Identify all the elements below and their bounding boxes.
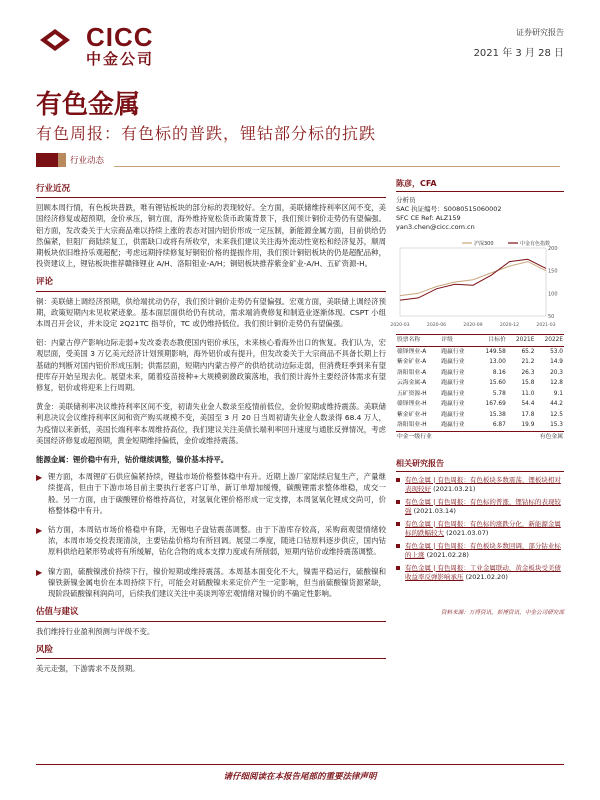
x-tick-label: 2021-03 xyxy=(536,323,556,328)
aluminum-paragraph: 铝：内蒙古停产影响边际走弱+发改委表态教使国内铝价承压，未来核心看海外出口的恢复。我们认为，宏观层面，受美国 3 万亿美元经济计划预期影响，海外铝价或有提升，但发改委关于大宗商品不具备长期上行基础的判断对国内铝价形成压制；供需层面，短期内内蒙古停产的供给扰动边际走弱，但消费旺季到来有望使库存开始呈现去化。展望未来，随着疫苗接种+大规模刺激政策落地，我们预计海外主要经济体需求有望修复，铝价或将迎来上行周期。 xyxy=(36,338,386,393)
table-row xyxy=(396,410,564,421)
section-heading-recent: 行业近况 xyxy=(36,184,386,198)
table-cell: 赣锋锂业-H xyxy=(397,401,427,407)
bullet-triangle-icon: ▶ xyxy=(36,567,43,577)
report-date: 2021 年 3 月 28 日 xyxy=(473,48,564,59)
table-cell: 54.4 xyxy=(521,401,535,407)
table-cell: 44.2 xyxy=(550,401,563,407)
legend-label: 中金有色指数 xyxy=(520,241,551,247)
col-header: 目标价 xyxy=(476,335,507,347)
y-tick-label: 50 xyxy=(548,314,555,320)
table-cell: 跑赢行业 xyxy=(441,401,465,407)
series-line-0 xyxy=(400,262,546,296)
footer-disclaimer: 请仔细阅读在本报告尾部的重要法律声明 xyxy=(223,772,377,782)
related-report-item[interactable] xyxy=(396,476,564,494)
table-cell: 11.0 xyxy=(521,390,535,397)
legend-label: 沪深300 xyxy=(474,241,494,247)
cicc-logo-icon xyxy=(36,27,74,53)
table-cell: 19.9 xyxy=(521,422,535,428)
x-tick-label: 2020-09 xyxy=(463,323,483,328)
related-report-date: (2021.02.28) xyxy=(426,551,469,559)
table-cell: 跑赢行业 xyxy=(441,380,465,386)
col-header: 2021E xyxy=(507,335,536,347)
analyst-sfc: SFC CE Ref: ALZ159 xyxy=(396,214,461,222)
table-cell: 12.8 xyxy=(550,380,563,386)
analyst-role: 分析员 xyxy=(396,196,416,204)
category-tag: 行业动态 xyxy=(70,156,105,166)
table-cell: 15.38 xyxy=(489,411,506,418)
lithium-bullet xyxy=(36,471,386,516)
y-tick-label: 150 xyxy=(548,268,558,275)
table-row xyxy=(396,399,564,410)
section-heading-risk: 风险 xyxy=(36,645,386,659)
related-report-date: (2021.03.07) xyxy=(446,529,489,537)
table-cell: 9.1 xyxy=(553,390,563,397)
table-cell: 8.16 xyxy=(492,369,506,376)
related-reports-list xyxy=(396,476,564,582)
related-report-link[interactable]: 有色金属 | 有色周报：有色板块多数震荡，锂板块相对表现较好 xyxy=(405,476,561,493)
table-cell: 167.69 xyxy=(485,401,506,407)
performance-chart xyxy=(390,238,564,330)
table-cell: 跑赢行业 xyxy=(441,390,465,397)
col-header: 评级 xyxy=(440,335,475,347)
cobalt-text: 钴方面，本周钴市场价格稳中有降，无锡电子盘钴震荡调整。由于下游库存较高，采购商观望情绪较浓，本周市场交投表现清淡，主要钴盐价格均有所回调。展望二季度，随进口钴原料逐步供应，国内钴原料供给趋紧形势或将有所缓解，钴化合物的成本支撑力度或有所削弱，短期内钴价或维持震荡调整。 xyxy=(48,525,386,557)
table-cell: 65.2 xyxy=(521,348,535,355)
table-cell: 五矿资源-H xyxy=(397,390,427,397)
table-cell: 21.2 xyxy=(521,359,535,365)
table-cell: 洛阳钼业-H xyxy=(397,422,427,428)
nickel-text: 镍方面，硫酸镍涨价持续下行，镍价短期或维持震荡。本周基本面变化不大，镍需平稳运行，硫酸镍和镍铁新镍金属电价在本周持续下行，可能会对硫酸镍未来定价产生一定影响，但当前硫酸镍货源紧缺，现阶段硫酸镍利润尚可，后续我们建议关注中美谈判等宏观情绪对镍价的不确定性影响。 xyxy=(48,566,386,599)
table-cell: 跑赢行业 xyxy=(441,422,465,428)
chart-svg xyxy=(390,238,564,330)
table-cell: 跑赢行业 xyxy=(441,348,465,355)
table-cell: 5.78 xyxy=(492,390,506,397)
document-type: 证券研究报告 xyxy=(516,28,564,37)
table-cell: 赣锋锂业-A xyxy=(397,348,427,355)
bullet-triangle-icon: ▶ xyxy=(36,526,43,536)
table-cell: 14.9 xyxy=(550,359,563,365)
related-report-date: (2021.03.14) xyxy=(413,507,456,515)
table-row xyxy=(396,378,564,389)
related-report-date: (2021.02.20) xyxy=(465,573,508,581)
recent-paragraph: 回顾本周行情，有色板块普跌，唯有锂钴板块的部分标的表现较好。全方面，美联储维持利率区间不变，美国经济修复或超预期，金价承压，铜方面，海外维持宽松货币政策背景下，我们预计铜价走势仍有望偏强。铝方面，发改委关于大宗商品难以持续上涨的表态对国内铝价形成一定压制，新能源金属方面，目前供给仍然偏紧，但阻厂商陆续复工，供需缺口或将有所收窄，未来我们建议关注海外流动性宽松和经济复苏，顺周期板块依旧维持乐观超配；考虑远期持续修复好铜铝价格的提振作用，我们预计铜铝板块的仍是超配品种，投资建议上，锂钴板块推荐赣锋锂业 A/H、洛阳钼业-A/H；铜铝板块推荐紫金矿业-A/H、五矿资源-H。 xyxy=(36,203,386,269)
col-header: 股票名称 xyxy=(396,335,440,347)
valuation-paragraph: 我们维持行业盈利预测与评级不变。 xyxy=(36,626,155,636)
bullet-square-icon xyxy=(396,478,400,482)
related-report-item[interactable] xyxy=(396,520,564,538)
sidebar xyxy=(390,178,564,616)
table-footer-row xyxy=(396,431,564,442)
related-report-item[interactable] xyxy=(396,498,564,516)
table-cell: 15.3 xyxy=(550,422,563,428)
nickel-bullet xyxy=(36,566,386,600)
table-row xyxy=(396,357,564,368)
main-content xyxy=(36,178,386,682)
table-row xyxy=(396,346,564,357)
related-report-link[interactable]: 有色金属 | 有色周报：有色标的普涨，锂钴标的表现较强 xyxy=(405,498,561,515)
x-tick-label: 2020-06 xyxy=(426,323,447,328)
table-header-row xyxy=(396,335,564,347)
table-cell: 洛阳钼业-A xyxy=(397,369,427,376)
table-cell: 12.5 xyxy=(550,411,563,418)
industry-value: 有色金属 xyxy=(507,431,564,442)
footer-divider xyxy=(36,764,564,765)
tag-accent-block-secondary xyxy=(58,153,66,167)
table-cell: 紫金矿业-A xyxy=(397,359,427,365)
related-report-link[interactable]: 有色金属 | 有色周报：有色标的涨跌分化，新能源金属标的跌幅较大 xyxy=(405,520,561,537)
table-cell: 15.8 xyxy=(521,380,535,386)
table-cell: 跑赢行业 xyxy=(441,369,465,376)
table-cell: 20.3 xyxy=(550,369,563,376)
stock-table xyxy=(396,334,564,442)
tag-accent-block xyxy=(36,153,58,167)
table-cell: 149.58 xyxy=(485,348,506,355)
table-cell: 跑赢行业 xyxy=(441,359,465,365)
x-tick-label: 2020-03 xyxy=(390,323,410,328)
logo-text: CICC xyxy=(86,22,154,52)
table-cell: 云海金属-A xyxy=(397,380,427,386)
related-report-date: (2021.03.21) xyxy=(433,485,476,493)
related-reports-heading: 相关研究报告 xyxy=(396,458,564,472)
table-cell: 13.00 xyxy=(489,359,506,365)
related-report-item[interactable] xyxy=(396,564,564,582)
risk-paragraph: 美元走强，下游需求不及预期。 xyxy=(36,663,140,673)
chart-frame xyxy=(400,248,546,316)
analyst-name: 陈彦，CFA xyxy=(396,178,564,192)
bullet-square-icon xyxy=(396,544,400,548)
table-cell: 紫金矿业-H xyxy=(397,411,427,418)
industry-label: 中金一级行业 xyxy=(396,431,507,442)
analyst-license: SAC 执证编号：S0080515060002 xyxy=(396,205,502,213)
table-cell: 15.60 xyxy=(489,380,506,386)
copper-paragraph: 铜：美联储上调经济预期，供给端扰动仍存，我们预计铜价走势仍有望偏强。宏观方面，美联储上调经济预期，政策短期内未见收紧迹象。基本面层面供给仍有扰动，需求端消费修复和制造业逐渐体现。CSPT 小组本周召开会议，并未设定 2Q21TC 指导价，TC 或仍维持低位。我们预计铜价走势仍有望偏强。 xyxy=(36,296,386,329)
table-cell: 17.8 xyxy=(521,411,535,418)
col-header: 2022E xyxy=(535,335,564,347)
section-heading-comment: 评论 xyxy=(36,277,386,291)
page-subtitle: 有色周报：有色标的普跌，锂钴部分标的抗跌 xyxy=(36,124,377,143)
y-tick-label: 200 xyxy=(548,246,558,252)
table-row xyxy=(396,420,564,431)
logo-chinese-text: 中金公司 xyxy=(86,50,155,68)
section-heading-valuation: 估值与建议 xyxy=(36,607,386,621)
energy-metals-heading: 能源金属：锂价稳中有升，钴价继续调整，镍价基本持平。 xyxy=(36,455,229,465)
y-tick-label: 100 xyxy=(548,291,558,298)
related-report-item[interactable] xyxy=(396,542,564,560)
cobalt-bullet xyxy=(36,524,386,558)
related-report-link[interactable]: 有色金属 | 有色周报：有色板块多数回调，部分钴业标的上涨 xyxy=(405,542,561,559)
table-row xyxy=(396,389,564,400)
related-report-link[interactable]: 有色金属 | 有色周报：工业金属联动，黄金板块受美债收益率反弹影响承压 xyxy=(405,564,561,581)
bullet-triangle-icon: ▶ xyxy=(36,473,43,483)
lithium-text: 锂方面，本周锂矿石供应偏紧持续，锂盐市场价格整体稳中有升。近期上游厂家陆续启复生产，产量继续提高，但由于下游市场目前主要执行老客户订单，新订单增加缓慢，碳酸锂需求整体维稳，成交一般。另一方面，由于碳酸锂价格维持高位，对氢氧化锂价格形成一定支撑，本周氢氧化锂成交尚可，价格整体稳中有升。 xyxy=(48,472,386,515)
table-cell: 6.87 xyxy=(492,422,506,428)
bullet-square-icon xyxy=(396,500,400,504)
source-note: 资料来源：万得资讯，彭博资讯，中金公司研究部 xyxy=(440,610,564,616)
divider xyxy=(114,166,560,167)
category-tag-bar xyxy=(36,153,560,167)
bullet-square-icon xyxy=(396,566,400,570)
analyst-email: yan3.chen@cicc.com.cn xyxy=(396,223,475,231)
page-title: 有色金属 xyxy=(36,90,141,120)
gold-paragraph: 黄金：美联储利率决议维持利率区间不变，初请失业金人数录至疫情前低位，金价短期或维持震荡。美联储利息决议会议维持利率区间和资产购买规模不变，美国至 3 月 20 日当周初请失业金人数录得 68.4 万人，为疫情以来新低，美国长端利率本周维持高位，我们建议关注美债长端利率回升速度与通胀反弹情况，考虑美国经济修复或超预期，黄金短期维持偏低，金价或维持震荡。 xyxy=(36,402,386,445)
table-cell: 53.0 xyxy=(550,348,563,355)
bullet-square-icon xyxy=(396,522,400,526)
table-cell: 26.3 xyxy=(521,369,535,376)
table-cell: 跑赢行业 xyxy=(441,411,465,418)
x-tick-label: 2020-12 xyxy=(499,323,520,328)
table-row xyxy=(396,368,564,379)
